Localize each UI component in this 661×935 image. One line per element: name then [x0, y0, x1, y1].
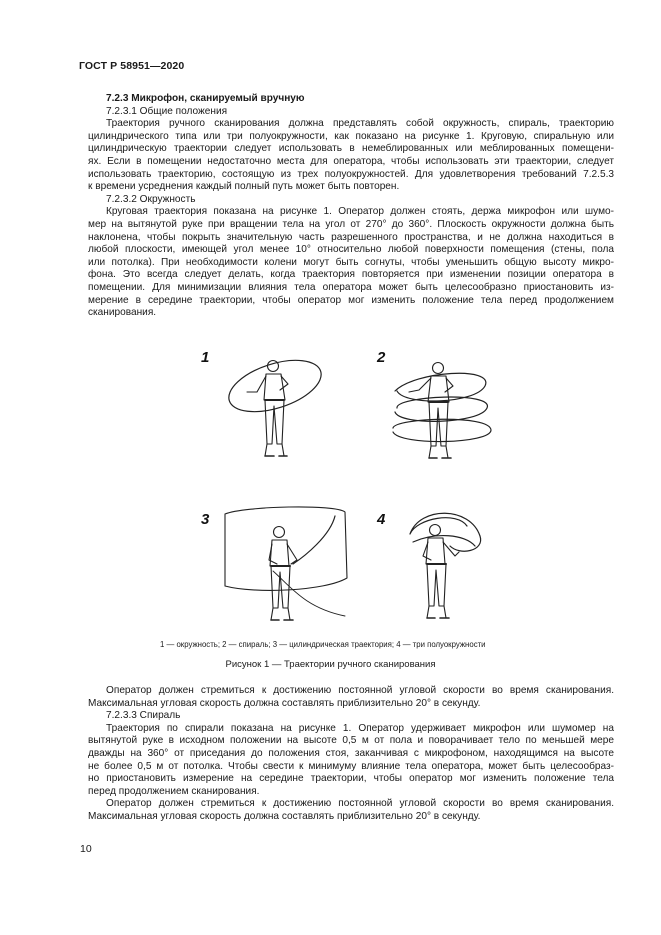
subsection-heading: 7.2.3.3 Спираль	[106, 710, 181, 722]
text-line: не более 0,5 м от потолка. Чтобы свести к минимуму влияние тела оператора, может быть целесообраз-	[88, 760, 614, 772]
text-line: наклонена, чтобы покрыть значительную часть разрешенного пространства, и не должна находиться в	[88, 231, 614, 243]
panel-circle	[201, 349, 327, 456]
text-line: Максимальная угловая скорость должна составлять приблизительно 20° в секунду.	[88, 697, 481, 709]
page-number: 10	[80, 843, 92, 855]
text-line: мер на вытянутой руке при вращении тела на угол от 270° до 360°. Плоскость окружности должна быть	[88, 218, 614, 230]
subsection-heading: 7.2.3.1 Общие положения	[106, 105, 228, 117]
text-line: использовать траекторию, состоящую из трех полуокружностей. Для удовлетворения требований 7.2.5.3	[88, 168, 614, 180]
section-heading: 7.2.3 Микрофон, сканируемый вручную	[106, 93, 305, 104]
text-line: Максимальная угловая скорость должна составлять приблизительно 20° в секунду.	[88, 810, 481, 822]
operator-figure	[269, 527, 297, 621]
text-line: ях. Если в помещении недостаточно места для оператора, чтобы использовать эти траектории, следует	[88, 155, 614, 167]
text-line: вытянутой руке в исходном положении на высоте 0,5 м от пола и поворачивает тело по меньшей мере	[88, 735, 614, 747]
microphone-cable	[273, 571, 345, 616]
spiral-trajectory	[393, 373, 491, 441]
text-line: дважды на 360° от приседания до положения стоя, заканчивая с микрофоном, находящимся на высоте	[88, 747, 614, 759]
operator-figure	[423, 525, 459, 619]
panel-spiral	[376, 349, 491, 458]
operator-figure	[409, 363, 453, 459]
scanning-trajectories-figure	[195, 346, 525, 636]
text-line: к времени усреднения каждый полный путь может быть повторен.	[88, 181, 400, 193]
text-line: перед продолжением сканирования.	[88, 785, 260, 797]
microphone-boom	[293, 516, 335, 564]
text-line: цилиндрическую траектории следует использовать в немеблированных или меблированных помещени-	[88, 143, 614, 155]
text-line: или потолка). При необходимости колени могут быть согнуты, чтобы уменьшить общую высоту микро-	[88, 256, 614, 268]
text-line: цилиндрического типа или три полуокружности, как показано на рисунке 1. Круговую, спиральную или	[88, 130, 614, 142]
figure-label-1: 1	[201, 349, 210, 366]
figure-label-3: 3	[201, 511, 210, 528]
text-line: помещении. Для минимизации влияния тела оператора может быть целесообразно приостановить из-	[88, 281, 614, 293]
text-line: Траектория ручного сканирования должна представлять собой окружность, спираль, траекторию	[106, 118, 614, 130]
figure-caption: 1 — окружность; 2 — спираль; 3 — цилиндрическая траектория; 4 — три полуокружности	[160, 640, 486, 649]
text-line: Траектория по спирали показана на рисунке 1. Оператор удерживает микрофон или шумомер на	[106, 722, 614, 734]
document-header: ГОСТ Р 58951—2020	[79, 60, 185, 72]
figure-label-2: 2	[377, 349, 386, 366]
cylinder-trajectory	[225, 507, 347, 591]
text-line: фона. Это всегда следует делать, когда траектория повторяется при изменении позиции оператора в	[88, 269, 614, 281]
subsection-heading: 7.2.3.2 Окружность	[106, 193, 196, 205]
text-line: Оператор должен стремиться к достижению постоянной угловой скорости во время сканирования.	[106, 685, 614, 696]
text-line: Оператор должен стремиться к достижению постоянной угловой скорости во время сканирования.	[106, 798, 614, 810]
text-line: Круговая траектория показана на рисунке 1. Оператор должен стоять, держа микрофон или шумо-	[106, 206, 614, 218]
text-line: сканирования.	[88, 307, 157, 319]
operator-figure	[247, 361, 288, 457]
text-line: любой плоскости, имеющей угол менее 10° относительно любой поверхности помещения (стены, пола	[88, 244, 614, 256]
figure-label-4: 4	[377, 511, 386, 528]
text-line: но приостановить измерение на середине траектории, чтобы оператор мог изменить положение тела	[88, 773, 614, 785]
panel-semicircles	[376, 511, 481, 618]
section-after-figure	[88, 685, 614, 824]
section-7-2-3	[88, 93, 614, 320]
panel-cylinder	[201, 507, 347, 620]
text-line: мерение в середине траектории, чтобы оператор мог изменить положение тела перед продолжением	[88, 294, 614, 306]
figure-title: Рисунок 1 — Траектории ручного сканирования	[225, 659, 436, 670]
